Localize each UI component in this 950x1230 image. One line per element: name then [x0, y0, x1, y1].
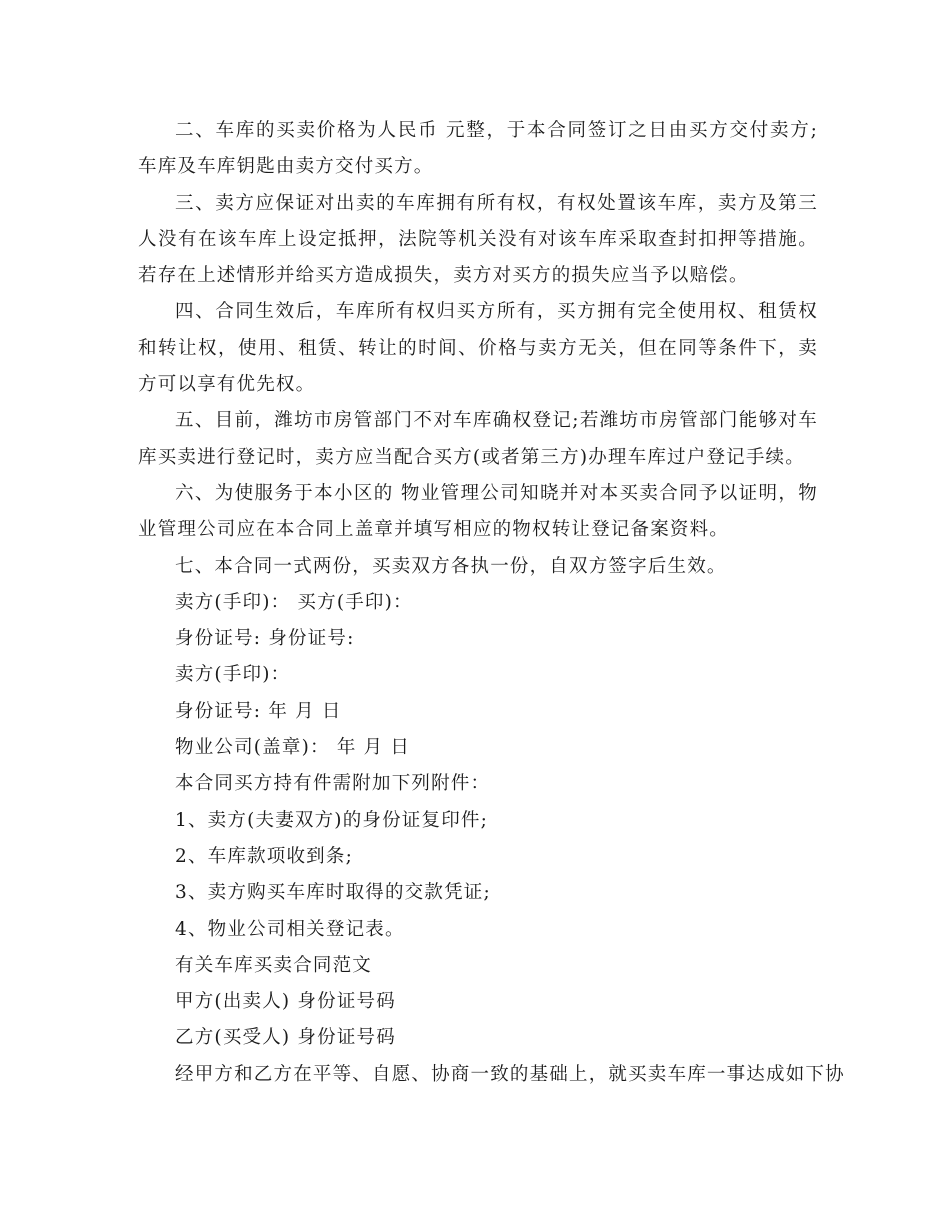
attachment-item-1: 1、卖方(夫妻双方)的身份证复印件;	[175, 809, 489, 831]
attachments-heading: 本合同买方持有件需附加下列附件：	[175, 773, 491, 795]
clause-5: 五、目前，潍坊市房管部门不对车库确权登记;若潍坊市房管部门能够对车库买卖进行登记时，卖方应当配合买方(或者第三方)办理车库过户登记手续。	[138, 410, 818, 468]
attachment-item-2: 2、车库款项收到条;	[175, 845, 354, 867]
id-number-date: 身份证号: 年 月 日	[175, 700, 342, 722]
attachment-item-4: 4、物业公司相关登记表。	[175, 918, 405, 940]
clause-7: 七、本合同一式两份，买卖双方各执一份，自双方签字后生效。	[175, 555, 727, 577]
signature-seller-buyer: 卖方(手印)： 买方(手印)：	[175, 591, 413, 613]
clause-6: 六、为使服务于本小区的 物业管理公司知晓并对本买卖合同予以证明，物业管理公司应在本合同上盖章并填写相应的物权转让登记备案资料。	[138, 482, 818, 541]
party-a-line: 甲方(出卖人) 身份证号码	[175, 991, 396, 1013]
id-number-pair: 身份证号: 身份证号:	[175, 628, 355, 650]
property-company-seal-date: 物业公司(盖章)： 年 月 日	[175, 737, 411, 759]
document-body	[138, 113, 845, 1093]
party-b-line: 乙方(买受人) 身份证号码	[175, 1027, 396, 1049]
attachment-item-3: 3、卖方购买车库时取得的交款凭证;	[175, 882, 491, 904]
clause-2: 二、车库的买卖价格为人民币 元整，于本合同签订之日由买方交付卖方;车库及车库钥匙由卖方交付买方。	[138, 120, 818, 178]
clause-3: 三、卖方应保证对出卖的车库拥有所有权，有权处置该车库，卖方及第三人没有在该车库上设定抵押，法院等机关没有对该车库采取查封扣押等措施。若存在上述情形并给买方造成损失，卖方对买方的损失应当予以赔偿。	[138, 192, 818, 287]
section-title: 有关车库买卖合同范文	[175, 954, 373, 976]
agreement-intro: 经甲方和乙方在平等、自愿、协商一致的基础上，就买卖车库一事达成如下协	[175, 1063, 845, 1085]
clause-4: 四、合同生效后，车库所有权归买方所有，买方拥有完全使用权、租赁权和转让权，使用、租赁、转让的时间、价格与卖方无关，但在同等条件下，卖方可以享有优先权。	[138, 301, 818, 396]
signature-seller: 卖方(手印)：	[175, 664, 291, 686]
